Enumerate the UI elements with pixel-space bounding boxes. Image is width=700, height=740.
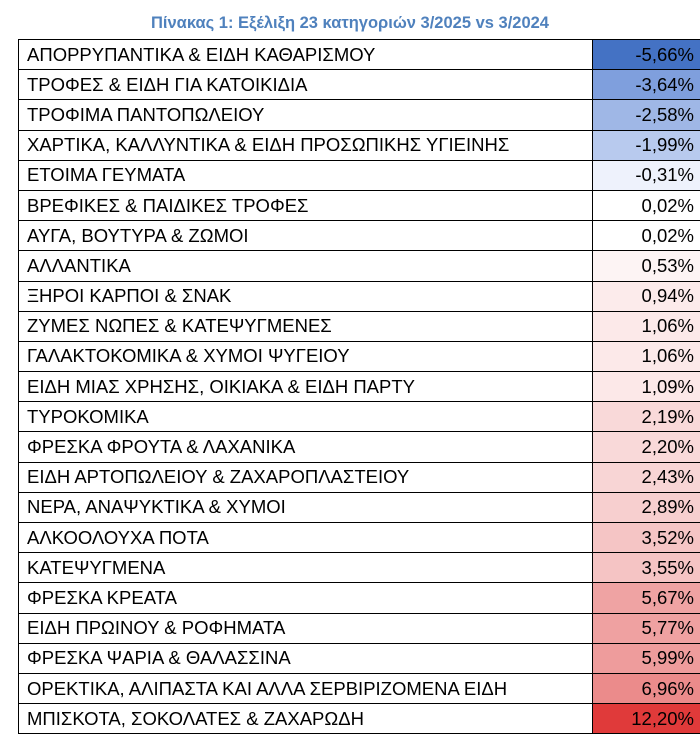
- category-cell: ΚΑΤΕΨΥΓΜΕΝΑ: [19, 553, 593, 583]
- table-row: [19, 190, 700, 220]
- category-cell: ΞΗΡΟΙ ΚΑΡΠΟΙ & ΣΝΑΚ: [19, 281, 593, 311]
- category-cell: ΤΡΟΦΕΣ & ΕΙΔΗ ΓΙΑ ΚΑΤΟΙΚΙΔΙΑ: [19, 70, 593, 100]
- category-cell: ΦΡΕΣΚΑ ΦΡΟΥΤΑ & ΛΑΧΑΝΙΚΑ: [19, 432, 593, 462]
- table-row: [19, 341, 700, 371]
- table-row: [19, 372, 700, 402]
- category-cell: ΦΡΕΣΚΑ ΨΑΡΙΑ & ΘΑΛΑΣΣΙΝΑ: [19, 643, 593, 673]
- change-value-cell: 6,96%: [593, 673, 700, 703]
- table-row: [19, 553, 700, 583]
- category-cell: ΒΡΕΦΙΚΕΣ & ΠΑΙΔΙΚΕΣ ΤΡΟΦΕΣ: [19, 190, 593, 220]
- category-cell: ΜΠΙΣΚΟΤΑ, ΣΟΚΟΛΑΤΕΣ & ΖΑΧΑΡΩΔΗ: [19, 704, 593, 734]
- category-cell: ΝΕΡΑ, ΑΝΑΨΥΚΤΙΚΑ & ΧΥΜΟΙ: [19, 492, 593, 522]
- change-value-cell: 5,77%: [593, 613, 700, 643]
- table-row: [19, 462, 700, 492]
- category-cell: ΕΙΔΗ ΠΡΩΙΝΟΥ & ΡΟΦΗΜΑΤΑ: [19, 613, 593, 643]
- change-value-cell: 0,53%: [593, 251, 700, 281]
- table-body: [19, 40, 700, 734]
- table-row: [19, 40, 700, 70]
- change-value-cell: 0,94%: [593, 281, 700, 311]
- category-cell: ΧΑΡΤΙΚΑ, ΚΑΛΛΥΝΤΙΚΑ & ΕΙΔΗ ΠΡΟΣΩΠΙΚΗΣ ΥΓΙΕΙΝΗΣ: [19, 130, 593, 160]
- category-cell: ΑΛΚΟΟΛΟΥΧΑ ΠΟΤΑ: [19, 523, 593, 553]
- category-cell: ΓΑΛΑΚΤΟΚΟΜΙΚΑ & ΧΥΜΟΙ ΨΥΓΕΙΟΥ: [19, 341, 593, 371]
- table-row: [19, 130, 700, 160]
- change-value-cell: 12,20%: [593, 704, 700, 734]
- table-row: [19, 492, 700, 522]
- change-value-cell: 2,20%: [593, 432, 700, 462]
- change-value-cell: 2,89%: [593, 492, 700, 522]
- category-cell: ΖΥΜΕΣ ΝΩΠΕΣ & ΚΑΤΕΨΥΓΜΕΝΕΣ: [19, 311, 593, 341]
- change-value-cell: -1,99%: [593, 130, 700, 160]
- change-value-cell: -2,58%: [593, 100, 700, 130]
- categories-table: [18, 39, 700, 734]
- category-cell: ΑΛΛΑΝΤΙΚΑ: [19, 251, 593, 281]
- change-value-cell: 3,55%: [593, 553, 700, 583]
- category-cell: ΦΡΕΣΚΑ ΚΡΕΑΤΑ: [19, 583, 593, 613]
- table-row: [19, 704, 700, 734]
- change-value-cell: -3,64%: [593, 70, 700, 100]
- change-value-cell: 5,67%: [593, 583, 700, 613]
- table-row: [19, 251, 700, 281]
- category-cell: ΕΙΔΗ ΑΡΤΟΠΩΛΕΙΟΥ & ΖΑΧΑΡΟΠΛΑΣΤΕΙΟΥ: [19, 462, 593, 492]
- change-value-cell: 2,43%: [593, 462, 700, 492]
- table-row: [19, 673, 700, 703]
- table-row: [19, 613, 700, 643]
- table-row: [19, 583, 700, 613]
- change-value-cell: 2,19%: [593, 402, 700, 432]
- table-row: [19, 523, 700, 553]
- table-row: [19, 281, 700, 311]
- table-row: [19, 160, 700, 190]
- change-value-cell: 3,52%: [593, 523, 700, 553]
- category-cell: ΤΥΡΟΚΟΜΙΚΑ: [19, 402, 593, 432]
- table-row: [19, 643, 700, 673]
- change-value-cell: 1,06%: [593, 341, 700, 371]
- change-value-cell: 0,02%: [593, 190, 700, 220]
- category-cell: ΑΠΟΡΡΥΠΑΝΤΙΚΑ & ΕΙΔΗ ΚΑΘΑΡΙΣΜΟΥ: [19, 40, 593, 70]
- change-value-cell: 0,02%: [593, 221, 700, 251]
- category-cell: ΕΤΟΙΜΑ ΓΕΥΜΑΤΑ: [19, 160, 593, 190]
- table-row: [19, 221, 700, 251]
- table-row: [19, 100, 700, 130]
- change-value-cell: 5,99%: [593, 643, 700, 673]
- category-cell: ΕΙΔΗ ΜΙΑΣ ΧΡΗΣΗΣ, ΟΙΚΙΑΚΑ & ΕΙΔΗ ΠΑΡΤΥ: [19, 372, 593, 402]
- change-value-cell: 1,06%: [593, 311, 700, 341]
- category-cell: ΟΡΕΚΤΙΚΑ, ΑΛΙΠΑΣΤΑ ΚΑΙ ΑΛΛΑ ΣΕΡΒΙΡΙΖΟΜΕΝΑ ΕΙΔΗ: [19, 673, 593, 703]
- table-title: Πίνακας 1: Εξέλιξη 23 κατηγοριών 3/2025 vs 3/2024: [151, 14, 549, 32]
- table-row: [19, 402, 700, 432]
- table-row: [19, 70, 700, 100]
- change-value-cell: 1,09%: [593, 372, 700, 402]
- change-value-cell: -0,31%: [593, 160, 700, 190]
- table-row: [19, 432, 700, 462]
- category-cell: ΤΡΟΦΙΜΑ ΠΑΝΤΟΠΩΛΕΙΟΥ: [19, 100, 593, 130]
- category-cell: ΑΥΓΑ, ΒΟΥΤΥΡΑ & ΖΩΜΟΙ: [19, 221, 593, 251]
- change-value-cell: -5,66%: [593, 40, 700, 70]
- table-row: [19, 311, 700, 341]
